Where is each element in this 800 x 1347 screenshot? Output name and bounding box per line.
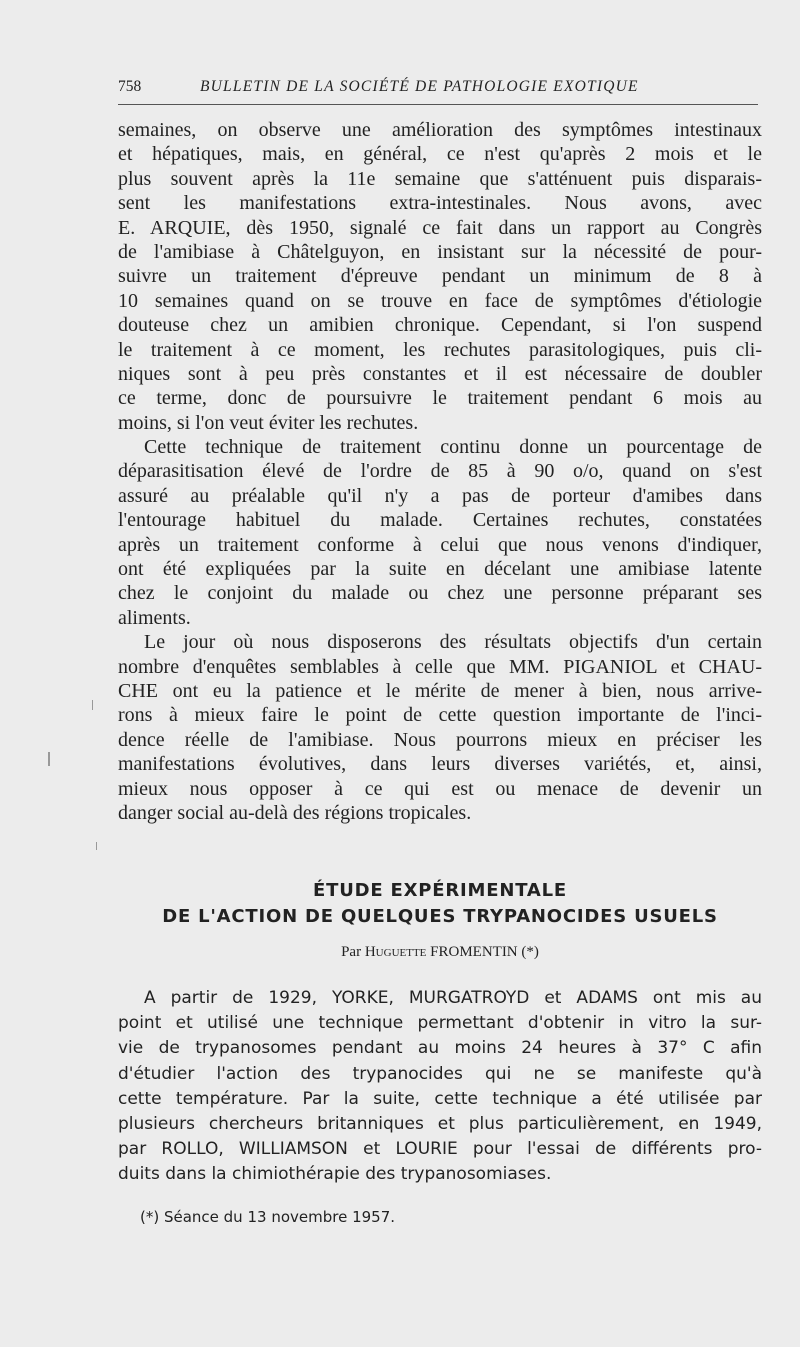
text-line: aliments. <box>118 606 191 629</box>
text-line: le traitement à ce moment, les rechutes parasitologiques, puis cli- <box>118 338 762 361</box>
text-line: déparasitisation élevé de l'ordre de 85 à 90 o/o, quand on s'est <box>118 460 762 483</box>
text-line: moins, si l'on veut éviter les rechutes. <box>118 411 419 434</box>
author-first-name: Huguette <box>364 944 427 960</box>
text-line: ont été expliquées par la suite en décelant une amibiase latente <box>118 558 762 581</box>
text-line: cette température. Par la suite, cette technique a été utilisée par <box>118 1088 762 1109</box>
text-line: Cette technique de traitement continu donne un pourcentage de <box>144 436 762 459</box>
text-line: par ROLLO, WILLIAMSON et LOURIE pour l'essai de différents pro- <box>118 1139 762 1160</box>
text-line: manifestations évolutives, dans leurs diverses variétés, et, ainsi, <box>118 753 762 776</box>
text-line: douteuse chez un amibien chronique. Cependant, si l'on suspend <box>118 314 762 337</box>
text-line: A partir de 1929, YORKE, MURGATROYD et ADAMS ont mis au <box>144 988 762 1008</box>
article-title-line2: DE L'ACTION DE QUELQUES TRYPANOCIDES USUELS <box>162 906 718 927</box>
scan-mark <box>92 700 93 710</box>
text-line: de l'amibiase à Châtelguyon, en insistant sur la nécessité de pour- <box>118 240 762 263</box>
text-line: plus souvent après la 11e semaine que s'atténuent puis disparais- <box>118 167 762 190</box>
text-line: chez le conjoint du malade ou chez une personne préparant ses <box>118 582 762 605</box>
text-line: d'étudier l'action des trypanocides qui ne se manifeste qu'à <box>118 1063 762 1084</box>
byline-prefix: Par <box>341 944 362 960</box>
byline <box>118 944 762 961</box>
text-line: 10 semaines quand on se trouve en face de symptômes d'étiologie <box>118 289 762 312</box>
text-line: E. ARQUIE, dès 1950, signalé ce fait dans un rapport au Congrès <box>118 216 762 239</box>
article-text <box>118 986 762 1188</box>
text-line: duits dans la chimiothérapie des trypanosomiases. <box>118 1164 552 1185</box>
body-text <box>118 118 762 825</box>
text-line: plusieurs chercheurs britanniques et plus particulièrement, en 1949, <box>118 1113 762 1134</box>
text-line: ce terme, donc de poursuivre le traitement pendant 6 mois au <box>118 387 762 410</box>
article-title-line1: ÉTUDE EXPÉRIMENTALE <box>313 880 567 901</box>
text-line: CHE ont eu la patience et le mérite de mener à bien, nous arrive- <box>118 679 762 702</box>
text-line: dence réelle de l'amibiase. Nous pourrons mieux en préciser les <box>118 728 762 751</box>
text-line: nombre d'enquêtes semblables à celle que MM. PIGANIOL et CHAU- <box>118 655 762 678</box>
text-line: vie de trypanosomes pendant au moins 24 heures à 37° C afin <box>118 1038 762 1059</box>
text-line: assuré au préalable qu'il n'y a pas de porteur d'amibes dans <box>118 484 762 507</box>
page-number: 758 <box>118 78 142 95</box>
text-line: sent les manifestations extra-intestinales. Nous avons, avec <box>118 192 762 215</box>
footnote: (*) Séance du 13 novembre 1957. <box>140 1208 396 1226</box>
author-last-name: FROMENTIN <box>430 944 518 960</box>
scan-mark <box>96 842 97 850</box>
text-line: mieux nous opposer à ce qui est ou menace de devenir un <box>118 777 762 800</box>
text-line: rons à mieux faire le point de cette question importante de l'inci- <box>118 704 762 727</box>
text-line: et hépatiques, mais, en général, ce n'est qu'après 2 mois et le <box>118 143 762 166</box>
text-line: niques sont à peu près constantes et il est nécessaire de doubler <box>118 362 762 385</box>
text-line: Le jour où nous disposerons des résultats objectifs d'un certain <box>144 631 762 654</box>
text-line: après un traitement conforme à celui que nous venons d'indiquer, <box>118 533 762 556</box>
text-line: danger social au-delà des régions tropicales. <box>118 801 472 824</box>
text-line: l'entourage habituel du malade. Certaines rechutes, constatées <box>118 509 762 532</box>
text-line: suivre un traitement d'épreuve pendant un minimum de 8 à <box>118 265 762 288</box>
text-line: semaines, on observe une amélioration des symptômes intestinaux <box>118 119 762 141</box>
text-line: point et utilisé une technique permettant d'obtenir in vitro la sur- <box>118 1013 762 1034</box>
running-header <box>118 78 758 105</box>
scan-mark <box>48 752 50 766</box>
running-title: BULLETIN DE LA SOCIÉTÉ DE PATHOLOGIE EXOTIQUE <box>200 78 639 95</box>
footnote-marker: (*) <box>521 944 539 960</box>
